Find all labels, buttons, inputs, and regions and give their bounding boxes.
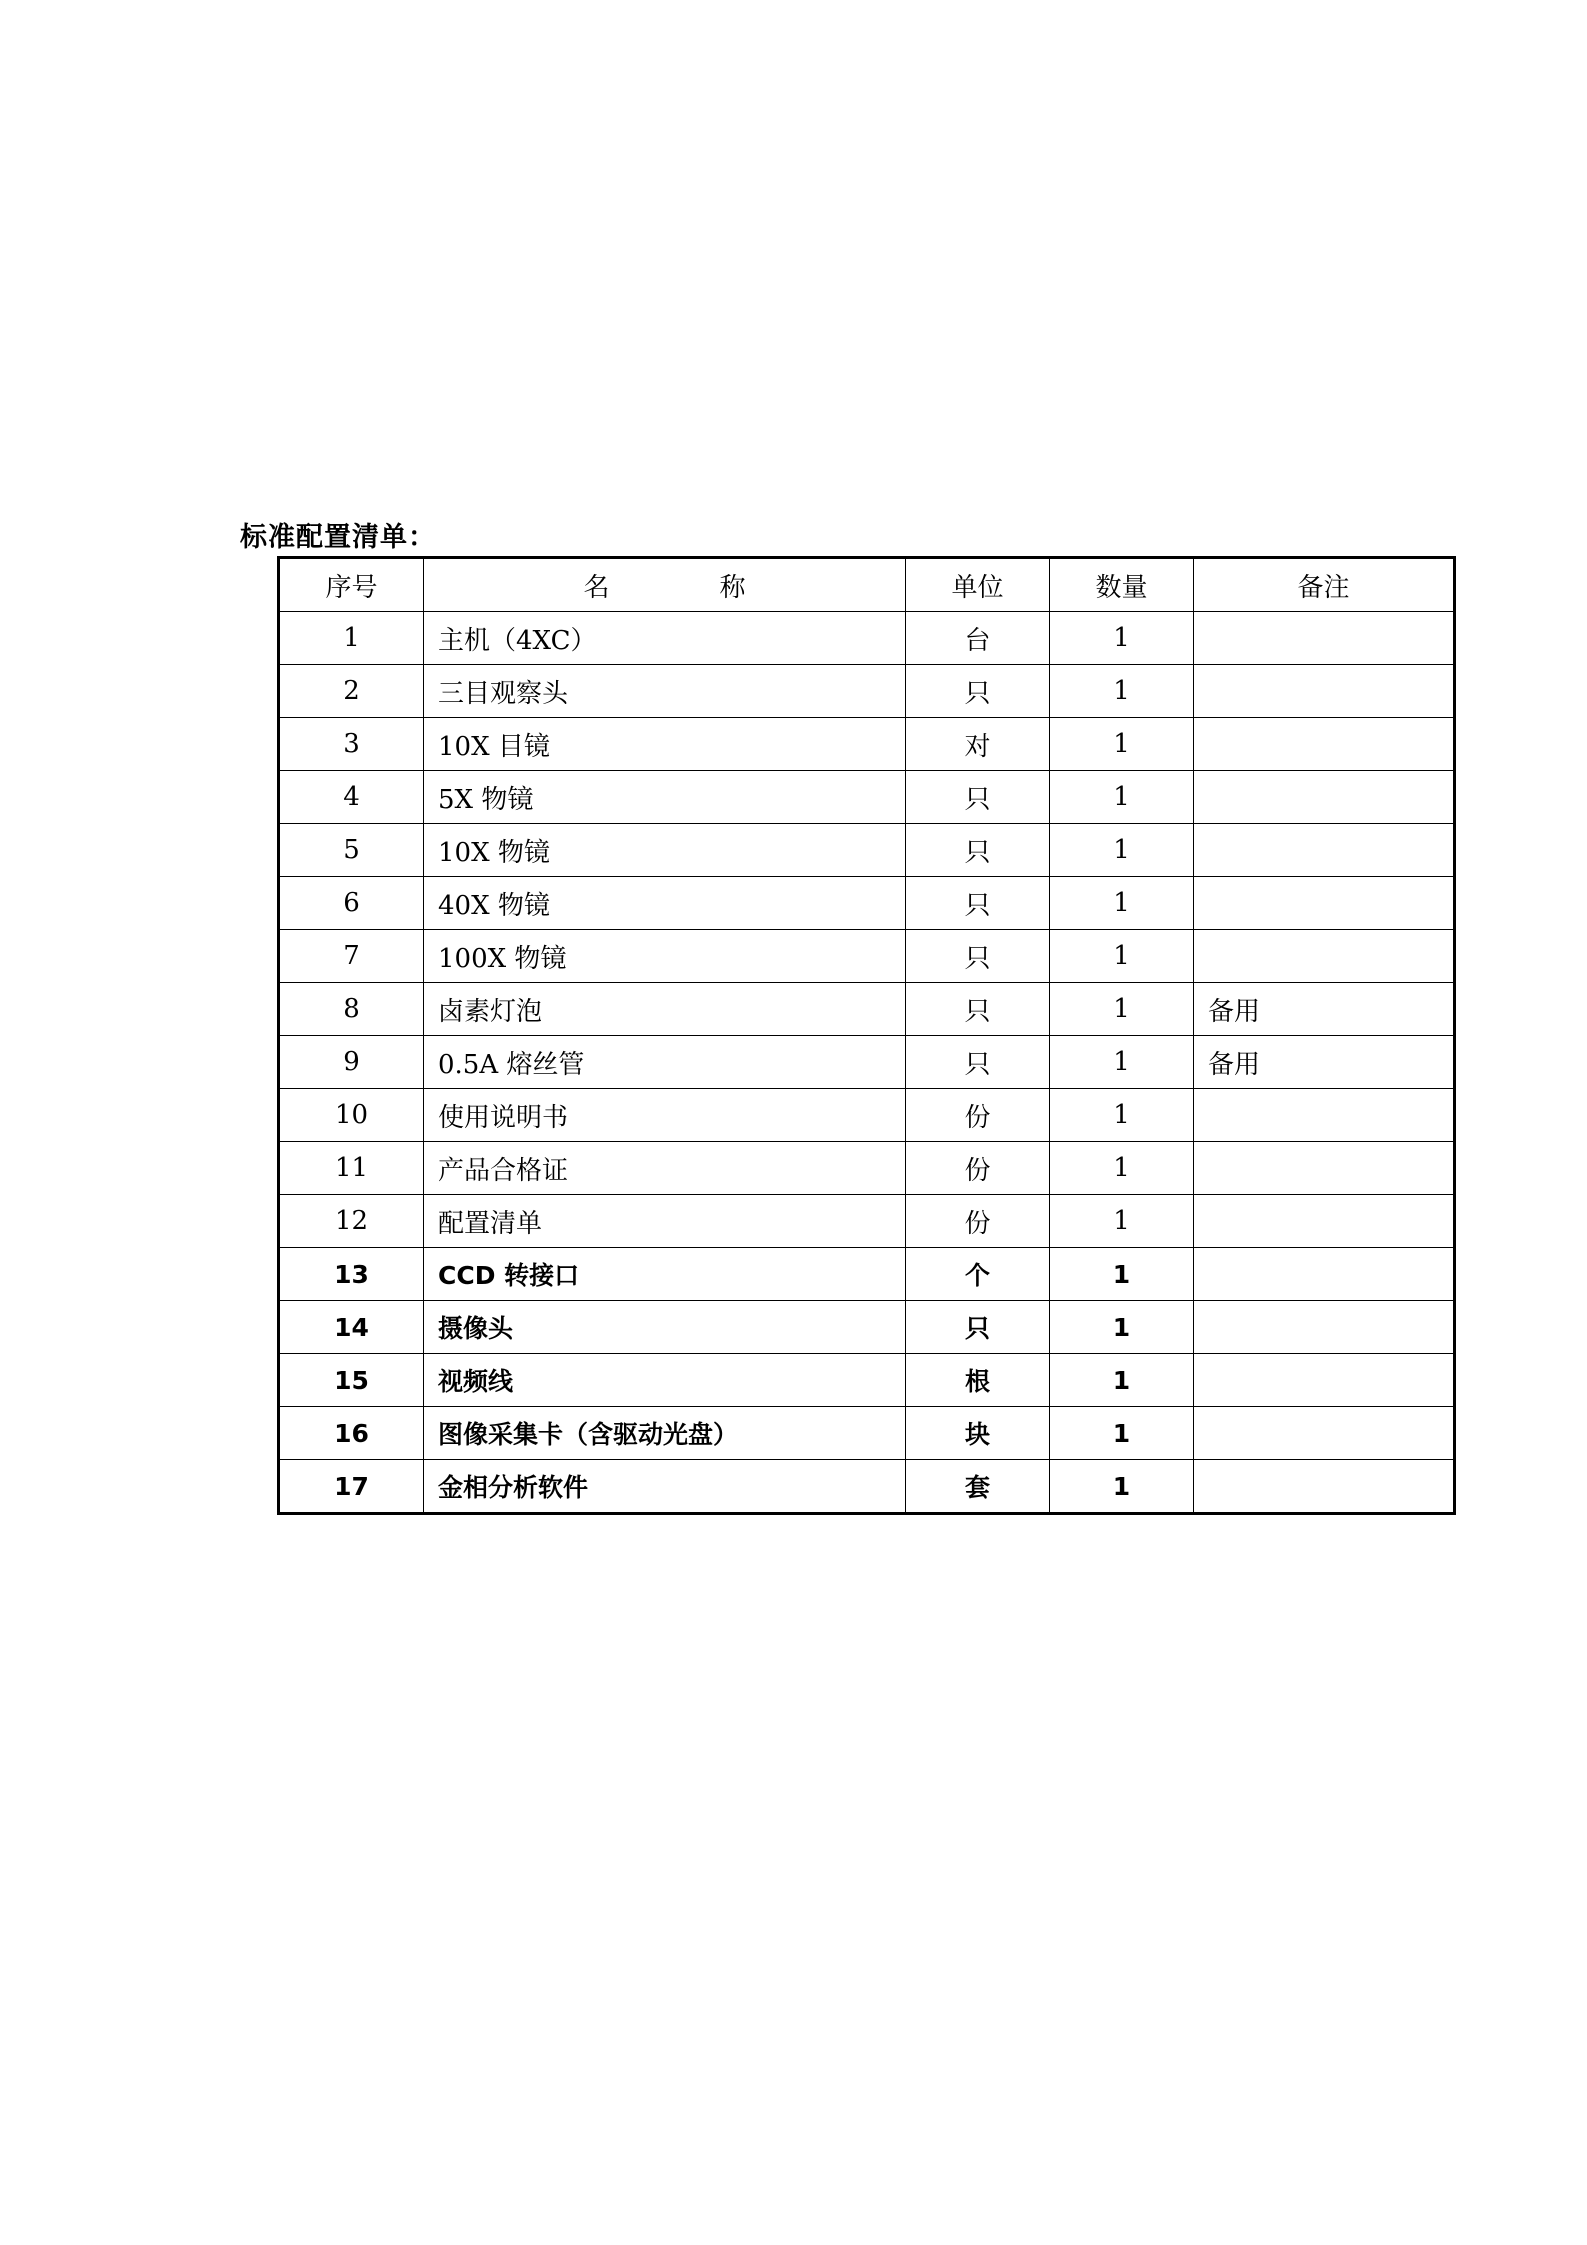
cell-name: 100X 物镜	[424, 930, 906, 983]
cell-no: 12	[279, 1195, 424, 1248]
cell-unit: 只	[906, 824, 1050, 877]
cell-qty: 1	[1050, 1407, 1194, 1460]
table-row	[279, 1301, 1455, 1354]
table-header-row	[279, 558, 1455, 612]
cell-name: 5X 物镜	[424, 771, 906, 824]
cell-name: 摄像头	[424, 1301, 906, 1354]
cell-note	[1194, 1301, 1455, 1354]
cell-name: 产品合格证	[424, 1142, 906, 1195]
cell-no: 15	[279, 1354, 424, 1407]
table-row	[279, 771, 1455, 824]
cell-name: 使用说明书	[424, 1089, 906, 1142]
cell-qty: 1	[1050, 1142, 1194, 1195]
cell-note: 备用	[1194, 1036, 1455, 1089]
cell-unit: 套	[906, 1460, 1050, 1514]
cell-qty: 1	[1050, 1036, 1194, 1089]
cell-unit: 根	[906, 1354, 1050, 1407]
cell-note	[1194, 1354, 1455, 1407]
cell-no: 10	[279, 1089, 424, 1142]
cell-note: 备用	[1194, 983, 1455, 1036]
cell-no: 5	[279, 824, 424, 877]
cell-no: 2	[279, 665, 424, 718]
cell-no: 3	[279, 718, 424, 771]
table-row	[279, 983, 1455, 1036]
cell-unit: 对	[906, 718, 1050, 771]
cell-note	[1194, 1460, 1455, 1514]
cell-note	[1194, 877, 1455, 930]
cell-qty: 1	[1050, 983, 1194, 1036]
cell-note	[1194, 1089, 1455, 1142]
cell-name: 卤素灯泡	[424, 983, 906, 1036]
cell-qty: 1	[1050, 1248, 1194, 1301]
table-row	[279, 1195, 1455, 1248]
cell-no: 6	[279, 877, 424, 930]
cell-unit: 个	[906, 1248, 1050, 1301]
cell-unit: 只	[906, 983, 1050, 1036]
table-row	[279, 1089, 1455, 1142]
cell-note	[1194, 1407, 1455, 1460]
table-row	[279, 1407, 1455, 1460]
cell-no: 9	[279, 1036, 424, 1089]
cell-note	[1194, 1248, 1455, 1301]
table-row	[279, 824, 1455, 877]
table-row	[279, 1354, 1455, 1407]
cell-note	[1194, 1142, 1455, 1195]
table-row	[279, 1142, 1455, 1195]
cell-qty: 1	[1050, 1301, 1194, 1354]
cell-name: CCD 转接口	[424, 1248, 906, 1301]
cell-no: 17	[279, 1460, 424, 1514]
cell-unit: 块	[906, 1407, 1050, 1460]
cell-qty: 1	[1050, 1195, 1194, 1248]
table-row	[279, 718, 1455, 771]
header-qty: 数量	[1050, 558, 1194, 612]
cell-note	[1194, 718, 1455, 771]
cell-name: 图像采集卡（含驱动光盘）	[424, 1407, 906, 1460]
cell-no: 14	[279, 1301, 424, 1354]
cell-no: 4	[279, 771, 424, 824]
cell-name: 配置清单	[424, 1195, 906, 1248]
cell-note	[1194, 824, 1455, 877]
cell-no: 7	[279, 930, 424, 983]
cell-unit: 份	[906, 1089, 1050, 1142]
cell-note	[1194, 665, 1455, 718]
cell-no: 13	[279, 1248, 424, 1301]
cell-unit: 只	[906, 877, 1050, 930]
table-row	[279, 930, 1455, 983]
cell-qty: 1	[1050, 771, 1194, 824]
header-name-part2: 称	[719, 572, 746, 603]
cell-no: 16	[279, 1407, 424, 1460]
cell-note	[1194, 1195, 1455, 1248]
table-row	[279, 612, 1455, 665]
header-note: 备注	[1194, 558, 1455, 612]
table-row	[279, 1036, 1455, 1089]
cell-qty: 1	[1050, 930, 1194, 983]
cell-note	[1194, 771, 1455, 824]
table-row	[279, 665, 1455, 718]
cell-no: 1	[279, 612, 424, 665]
cell-name: 金相分析软件	[424, 1460, 906, 1514]
page-title: 标准配置清单：	[240, 522, 436, 553]
cell-qty: 1	[1050, 612, 1194, 665]
cell-name: 主机（4XC）	[424, 612, 906, 665]
cell-note	[1194, 612, 1455, 665]
cell-no: 8	[279, 983, 424, 1036]
cell-name: 视频线	[424, 1354, 906, 1407]
table-row	[279, 1248, 1455, 1301]
cell-unit: 只	[906, 1301, 1050, 1354]
cell-qty: 1	[1050, 877, 1194, 930]
cell-unit: 台	[906, 612, 1050, 665]
cell-qty: 1	[1050, 1089, 1194, 1142]
header-unit: 单位	[906, 558, 1050, 612]
cell-name: 0.5A 熔丝管	[424, 1036, 906, 1089]
header-name-part1: 名	[583, 572, 610, 603]
cell-unit: 只	[906, 1036, 1050, 1089]
cell-unit: 只	[906, 771, 1050, 824]
cell-name: 10X 目镜	[424, 718, 906, 771]
cell-unit: 只	[906, 930, 1050, 983]
cell-qty: 1	[1050, 1354, 1194, 1407]
table-row	[279, 1460, 1455, 1514]
cell-qty: 1	[1050, 718, 1194, 771]
cell-unit: 只	[906, 665, 1050, 718]
cell-qty: 1	[1050, 665, 1194, 718]
cell-note	[1194, 930, 1455, 983]
config-table	[277, 556, 1456, 1515]
cell-name: 40X 物镜	[424, 877, 906, 930]
cell-qty: 1	[1050, 1460, 1194, 1514]
cell-unit: 份	[906, 1142, 1050, 1195]
cell-qty: 1	[1050, 824, 1194, 877]
table-row	[279, 877, 1455, 930]
cell-unit: 份	[906, 1195, 1050, 1248]
cell-name: 三目观察头	[424, 665, 906, 718]
cell-name: 10X 物镜	[424, 824, 906, 877]
table-body	[279, 612, 1455, 1514]
header-no: 序号	[279, 558, 424, 612]
cell-no: 11	[279, 1142, 424, 1195]
header-name	[424, 558, 906, 612]
